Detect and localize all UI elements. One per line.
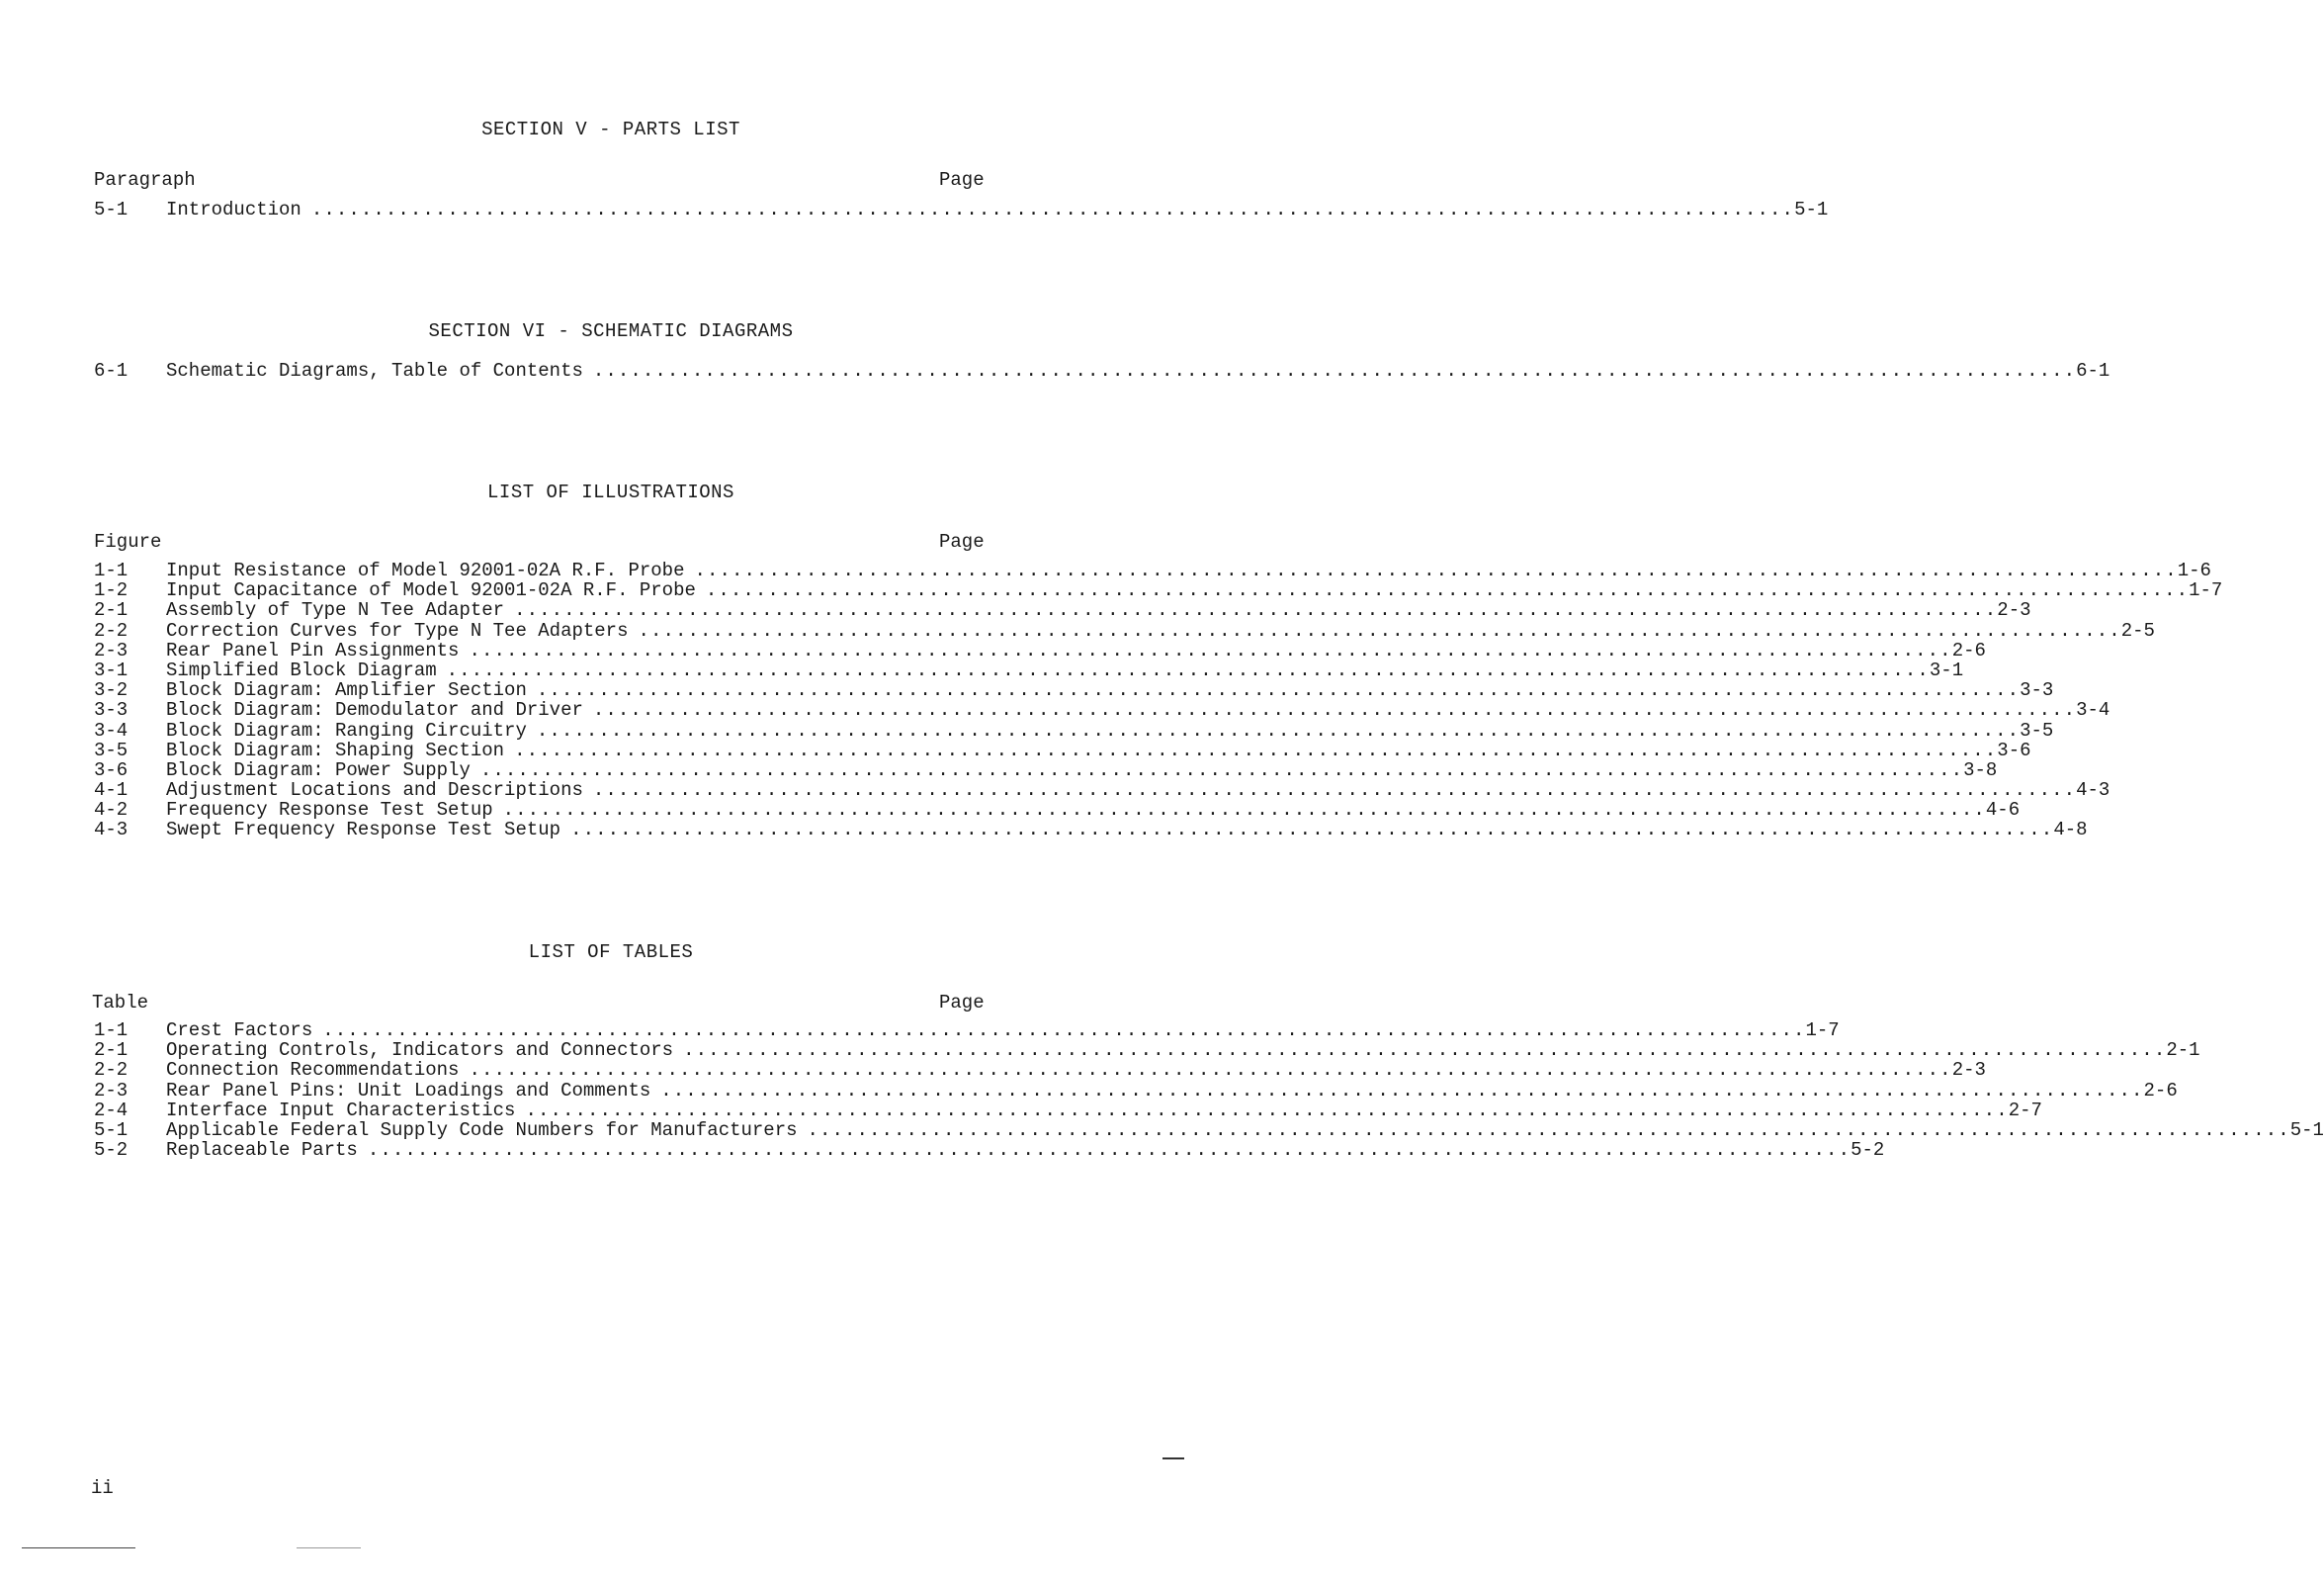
dot-leader: ........................................................................................................................ bbox=[479, 758, 1964, 781]
entry-title: Block Diagram: Shaping Section bbox=[166, 739, 505, 761]
entry-title: Assembly of Type N Tee Adapter bbox=[166, 599, 505, 622]
toc-entry bbox=[94, 819, 2088, 841]
dot-leader: ........................................................................................................................ bbox=[514, 739, 1998, 761]
entry-number: 3-3 bbox=[94, 699, 129, 722]
entry-number: 3-5 bbox=[94, 739, 129, 761]
dot-leader: ........................................................................................................................ bbox=[322, 1019, 1806, 1041]
dot-leader: ........................................................................................................................ bbox=[592, 360, 2077, 382]
entry-page: 4-3 bbox=[2076, 779, 2110, 802]
entry-title: Connection Recommendations bbox=[166, 1059, 460, 1082]
entry-page: 2-5 bbox=[2120, 619, 2155, 642]
entry-number: 1-1 bbox=[94, 1019, 129, 1041]
entry-number: 3-6 bbox=[94, 758, 129, 781]
entry-number: 2-2 bbox=[94, 1059, 129, 1082]
entry-page: 5-2 bbox=[1851, 1139, 1885, 1162]
entry-number: 5-2 bbox=[94, 1139, 129, 1162]
illustrations-heading: LIST OF ILLUSTRATIONS bbox=[487, 482, 734, 503]
toc-entry bbox=[94, 758, 1998, 781]
dot-leader: ........................................................................................................................ bbox=[705, 579, 2190, 602]
toc-entry bbox=[94, 1039, 2200, 1062]
page-column-header: Page bbox=[939, 169, 985, 191]
dot-leader: ........................................................................................................................ bbox=[469, 1059, 1952, 1082]
entry-page: 3-3 bbox=[2020, 679, 2054, 702]
entry-page: 2-7 bbox=[2008, 1099, 2042, 1121]
entry-page: 3-8 bbox=[1963, 758, 1998, 781]
toc-entry bbox=[94, 1139, 1885, 1162]
dot-leader: ........................................................................................................................ bbox=[525, 1099, 2009, 1121]
entry-title: Simplified Block Diagram bbox=[166, 659, 437, 681]
tables-page-column-header: Page bbox=[939, 992, 985, 1013]
entry-title: Schematic Diagrams, Table of Contents bbox=[166, 360, 583, 382]
entry-number: 1-1 bbox=[94, 560, 129, 581]
toc-entry bbox=[94, 1079, 2178, 1101]
dot-leader: ........................................................................................................................ bbox=[469, 639, 1952, 661]
bottom-rule bbox=[22, 1547, 135, 1548]
toc-entry bbox=[94, 1059, 1986, 1082]
entry-page: 4-6 bbox=[1985, 799, 2021, 822]
toc-entry bbox=[94, 719, 2054, 742]
entry-number: 1-2 bbox=[94, 579, 129, 602]
entry-number: 5-1 bbox=[94, 1118, 129, 1141]
schematics-heading: SECTION VI - SCHEMATIC DIAGRAMS bbox=[428, 320, 794, 342]
toc-entry bbox=[94, 599, 2031, 622]
illustrations-page-column-header: Page bbox=[939, 531, 985, 553]
entry-page: 5-1 bbox=[2289, 1118, 2324, 1141]
tables-entries bbox=[94, 1019, 2324, 1162]
entry-page: 1-6 bbox=[2177, 560, 2211, 581]
table-column-header: Table bbox=[92, 992, 149, 1013]
entry-title: Correction Curves for Type N Tee Adapters bbox=[166, 619, 629, 642]
dot-leader: ........................................................................................................................ bbox=[502, 799, 1986, 822]
entry-title: Input Capacitance of Model 92001-02A R.F. Probe bbox=[166, 579, 696, 602]
entry-page: 3-6 bbox=[1997, 739, 2031, 761]
entry-title: Block Diagram: Power Supply bbox=[166, 758, 471, 781]
dot-leader: ........................................................................................................................ bbox=[514, 599, 1998, 622]
dot-leader: ........................................................................................................................ bbox=[592, 699, 2077, 722]
toc-entry bbox=[94, 1118, 2324, 1141]
entry-title: Introduction bbox=[166, 199, 301, 220]
page-number: ii bbox=[91, 1477, 114, 1499]
entry-number: 6-1 bbox=[94, 360, 129, 382]
schematics-entries bbox=[94, 360, 2110, 382]
toc-entry bbox=[94, 739, 2031, 761]
entry-number: 3-1 bbox=[94, 659, 129, 681]
toc-entry bbox=[94, 639, 1986, 661]
entry-title: Operating Controls, Indicators and Connectors bbox=[166, 1039, 674, 1062]
toc-entry bbox=[94, 1099, 2042, 1121]
entry-page: 3-4 bbox=[2076, 699, 2110, 722]
entry-title: Block Diagram: Ranging Circuitry bbox=[166, 719, 527, 742]
dot-leader: ........................................................................................................................ bbox=[807, 1118, 2290, 1141]
entry-page: 1-7 bbox=[1805, 1019, 1840, 1041]
entry-title: Interface Input Characteristics bbox=[166, 1099, 516, 1121]
entry-number: 4-2 bbox=[94, 799, 129, 822]
entry-page: 3-1 bbox=[1929, 659, 1964, 681]
toc-entry bbox=[94, 560, 2211, 581]
dot-leader: ........................................................................................................................ bbox=[694, 560, 2178, 581]
toc-entry bbox=[94, 579, 2223, 602]
entry-title: Rear Panel Pin Assignments bbox=[166, 639, 460, 661]
toc-entry bbox=[94, 779, 2110, 802]
entry-number: 2-1 bbox=[94, 599, 129, 622]
dot-leader: ........................................................................................................................ bbox=[536, 679, 2021, 702]
entry-number: 4-3 bbox=[94, 819, 129, 841]
entry-number: 3-2 bbox=[94, 679, 129, 702]
tables-heading: LIST OF TABLES bbox=[528, 941, 694, 963]
entry-title: Block Diagram: Demodulator and Driver bbox=[166, 699, 583, 722]
entry-title: Crest Factors bbox=[166, 1019, 313, 1041]
entry-title: Frequency Response Test Setup bbox=[166, 799, 493, 822]
parts-list-entries bbox=[94, 199, 1829, 220]
dot-leader: ........................................................................................................................ bbox=[638, 619, 2121, 642]
entry-number: 4-1 bbox=[94, 779, 129, 802]
entry-number: 2-1 bbox=[94, 1039, 129, 1062]
entry-title: Applicable Federal Supply Code Numbers for Manufacturers bbox=[166, 1118, 798, 1141]
toc-entry bbox=[94, 799, 2021, 822]
entry-title: Rear Panel Pins: Unit Loadings and Comments bbox=[166, 1079, 651, 1101]
entry-page: 1-7 bbox=[2189, 579, 2223, 602]
illustrations-entries bbox=[94, 560, 2223, 841]
entry-title: Input Resistance of Model 92001-02A R.F. Probe bbox=[166, 560, 685, 581]
toc-entry bbox=[94, 1019, 1840, 1041]
bottom-rule-short bbox=[297, 1547, 361, 1548]
entry-page: 6-1 bbox=[2076, 360, 2110, 382]
dot-leader: ........................................................................................................................ bbox=[683, 1039, 2167, 1062]
figure-column-header: Figure bbox=[94, 531, 162, 553]
entry-number: 3-4 bbox=[94, 719, 129, 742]
parts-list-heading: SECTION V - PARTS LIST bbox=[481, 119, 740, 140]
entry-title: Swept Frequency Response Test Setup bbox=[166, 819, 561, 841]
dot-leader: ........................................................................................................................ bbox=[310, 199, 1795, 220]
entry-number: 2-3 bbox=[94, 1079, 129, 1101]
margin-mark bbox=[1162, 1457, 1184, 1459]
toc-entry bbox=[94, 199, 1829, 220]
entry-title: Replaceable Parts bbox=[166, 1139, 358, 1162]
entry-page: 2-1 bbox=[2166, 1039, 2200, 1062]
toc-entry bbox=[94, 659, 1964, 681]
toc-entry bbox=[94, 699, 2110, 722]
entry-number: 2-4 bbox=[94, 1099, 129, 1121]
dot-leader: ........................................................................................................................ bbox=[592, 779, 2077, 802]
entry-title: Block Diagram: Amplifier Section bbox=[166, 679, 527, 702]
toc-entry bbox=[94, 679, 2054, 702]
paragraph-column-header: Paragraph bbox=[94, 169, 196, 191]
entry-title: Adjustment Locations and Descriptions bbox=[166, 779, 583, 802]
entry-page: 2-6 bbox=[2143, 1079, 2178, 1101]
entry-number: 2-3 bbox=[94, 639, 129, 661]
dot-leader: ........................................................................................................................ bbox=[446, 659, 1930, 681]
entry-page: 2-3 bbox=[1997, 599, 2031, 622]
toc-entry bbox=[94, 619, 2155, 642]
entry-page: 2-6 bbox=[1951, 639, 1986, 661]
entry-number: 2-2 bbox=[94, 619, 129, 642]
entry-page: 4-8 bbox=[2053, 819, 2088, 841]
entry-page: 3-5 bbox=[2020, 719, 2054, 742]
entry-page: 2-3 bbox=[1951, 1059, 1986, 1082]
toc-entry bbox=[94, 360, 2110, 382]
dot-leader: ........................................................................................................................ bbox=[536, 719, 2021, 742]
dot-leader: ........................................................................................................................ bbox=[570, 819, 2054, 841]
dot-leader: ........................................................................................................................ bbox=[660, 1079, 2144, 1101]
dot-leader: ........................................................................................................................ bbox=[367, 1139, 1851, 1162]
entry-number: 5-1 bbox=[94, 199, 129, 220]
entry-page: 5-1 bbox=[1794, 199, 1829, 220]
